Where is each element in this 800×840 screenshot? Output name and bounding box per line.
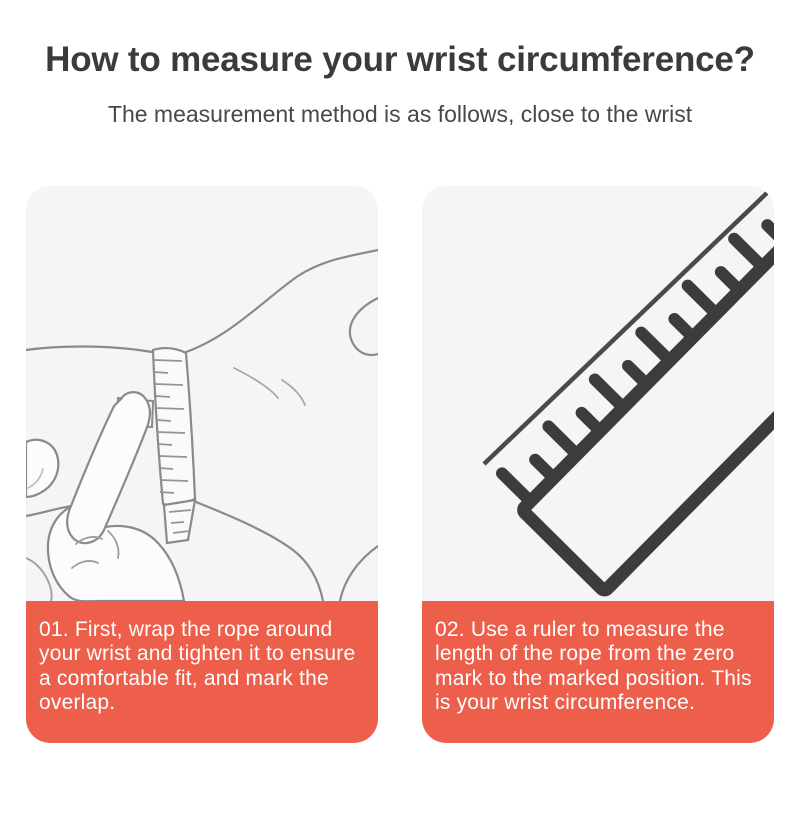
page-subtitle: The measurement method is as follows, close to the wrist bbox=[107, 101, 693, 127]
ruler-illustration bbox=[422, 186, 774, 601]
step-1-caption: 01. First, wrap the rope around your wrist and tighten it to ensure a comfortable fit, and mark the overlap. bbox=[26, 601, 378, 743]
step-2-panel bbox=[422, 186, 774, 743]
step-panels bbox=[26, 186, 774, 743]
ruler-group bbox=[494, 186, 774, 592]
wrist-tape-illustration bbox=[26, 186, 378, 601]
header bbox=[0, 40, 800, 128]
ruler-drawing bbox=[422, 186, 774, 601]
step-2-caption: 02. Use a ruler to measure the length of the rope from the zero mark to the marked position. This is your wrist circumference. bbox=[422, 601, 774, 743]
ruler-outline bbox=[522, 204, 774, 591]
wrist-tape-drawing bbox=[26, 186, 378, 601]
rope-line bbox=[484, 190, 770, 464]
infographic-page bbox=[0, 40, 800, 840]
page-title: How to measure your wrist circumference? bbox=[45, 40, 755, 79]
step-1-panel bbox=[26, 186, 378, 743]
wrist-crease-lines bbox=[234, 368, 305, 405]
